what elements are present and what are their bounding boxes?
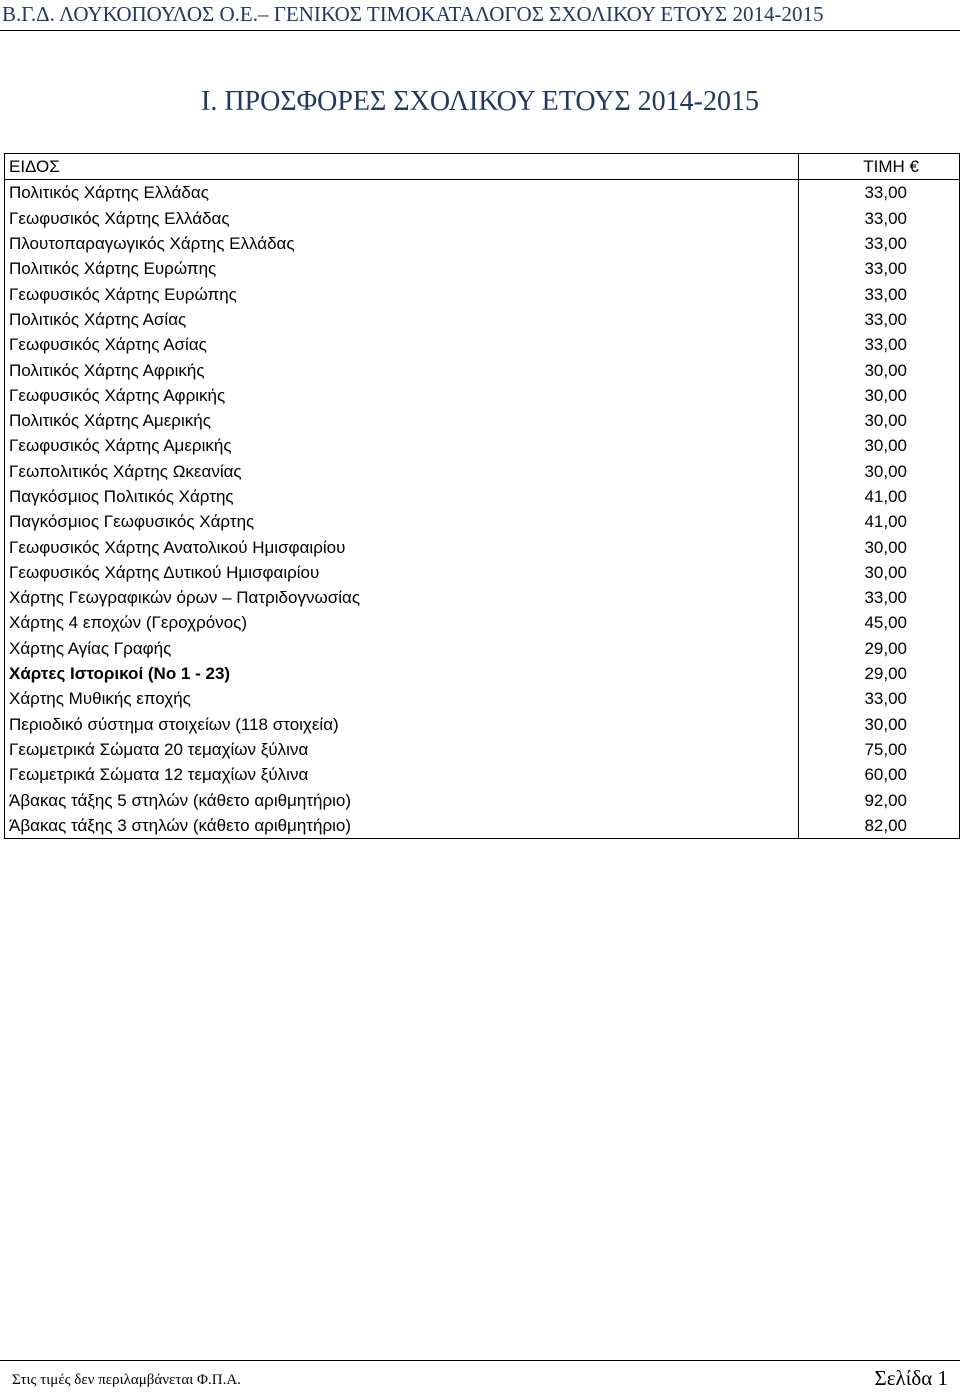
page-number: Σελίδα 1	[874, 1366, 948, 1390]
item-cell: Γεωμετρικά Σώματα 20 τεμαχίων ξύλινα	[5, 737, 799, 762]
price-cell: 33,00	[799, 307, 960, 332]
price-cell: 30,00	[799, 534, 960, 559]
item-cell: Γεωφυσικός Χάρτης Ανατολικού Ημισφαιρίου	[5, 534, 799, 559]
price-cell: 30,00	[799, 433, 960, 458]
table-row	[5, 712, 960, 737]
table-row	[5, 281, 960, 306]
table-row	[5, 813, 960, 839]
table-row	[5, 509, 960, 534]
item-cell: Χάρτης Αγίας Γραφής	[5, 636, 799, 661]
item-cell: Γεωφυσικός Χάρτης Δυτικού Ημισφαιρίου	[5, 560, 799, 585]
price-cell: 33,00	[799, 180, 960, 206]
table-row	[5, 433, 960, 458]
table-row	[5, 256, 960, 281]
price-cell: 45,00	[799, 610, 960, 635]
price-cell: 33,00	[799, 332, 960, 357]
price-cell: 33,00	[799, 206, 960, 231]
table-row	[5, 534, 960, 559]
table-row	[5, 383, 960, 408]
price-cell: 30,00	[799, 408, 960, 433]
item-cell: Γεωφυσικός Χάρτης Ασίας	[5, 332, 799, 357]
table-row	[5, 408, 960, 433]
item-cell: Περιοδικό σύστημα στοιχείων (118 στοιχεία)	[5, 712, 799, 737]
price-cell: 29,00	[799, 636, 960, 661]
price-cell: 33,00	[799, 686, 960, 711]
footer-note: Στις τιμές δεν περιλαμβάνεται Φ.Π.Α.	[12, 1372, 241, 1388]
table-row	[5, 737, 960, 762]
price-cell: 30,00	[799, 560, 960, 585]
table-row	[5, 180, 960, 206]
table-row	[5, 585, 960, 610]
table-body	[5, 180, 960, 839]
item-cell: Γεωφυσικός Χάρτης Ευρώπης	[5, 281, 799, 306]
item-cell: Παγκόσμιος Πολιτικός Χάρτης	[5, 484, 799, 509]
price-cell: 30,00	[799, 712, 960, 737]
table-header-row	[5, 154, 960, 180]
table-row	[5, 636, 960, 661]
table-row	[5, 206, 960, 231]
table-row	[5, 357, 960, 382]
item-cell: Πολιτικός Χάρτης Αφρικής	[5, 357, 799, 382]
price-cell: 33,00	[799, 585, 960, 610]
column-header-price: ΤΙΜΗ €	[799, 154, 960, 180]
item-cell: Πολιτικός Χάρτης Ελλάδας	[5, 180, 799, 206]
price-cell: 82,00	[799, 813, 960, 839]
item-cell: Πλουτοπαραγωγικός Χάρτης Ελλάδας	[5, 231, 799, 256]
item-cell: Χάρτες Ιστορικοί (Νο 1 - 23)	[5, 661, 799, 686]
table-row	[5, 661, 960, 686]
column-header-item: ΕΙΔΟΣ	[5, 154, 799, 180]
price-cell: 41,00	[799, 509, 960, 534]
price-cell: 29,00	[799, 661, 960, 686]
table-row	[5, 560, 960, 585]
item-cell: Γεωφυσικός Χάρτης Αφρικής	[5, 383, 799, 408]
table-row	[5, 459, 960, 484]
table-row	[5, 484, 960, 509]
item-cell: Πολιτικός Χάρτης Αμερικής	[5, 408, 799, 433]
price-cell: 92,00	[799, 787, 960, 812]
item-cell: Πολιτικός Χάρτης Ασίας	[5, 307, 799, 332]
item-cell: Άβακας τάξης 3 στηλών (κάθετο αριθμητήριο)	[5, 813, 799, 839]
table-row	[5, 787, 960, 812]
item-cell: Γεωπολιτικός Χάρτης Ωκεανίας	[5, 459, 799, 484]
item-cell: Πολιτικός Χάρτης Ευρώπης	[5, 256, 799, 281]
price-cell: 33,00	[799, 231, 960, 256]
page-header	[0, 0, 960, 31]
price-cell: 75,00	[799, 737, 960, 762]
price-cell: 33,00	[799, 256, 960, 281]
price-table	[4, 153, 960, 839]
item-cell: Γεωμετρικά Σώματα 12 τεμαχίων ξύλινα	[5, 762, 799, 787]
price-cell: 30,00	[799, 383, 960, 408]
page-title: Ι. ΠΡΟΣΦΟΡΕΣ ΣΧΟΛΙΚΟΥ ΕΤΟΥΣ 2014-2015	[201, 86, 759, 117]
item-cell: Χάρτης Μυθικής εποχής	[5, 686, 799, 711]
header-title: Β.Γ.Δ. ΛΟΥΚΟΠΟΥΛΟΣ Ο.Ε.– ΓΕΝΙΚΟΣ ΤΙΜΟΚΑΤΑΛΟΓΟΣ ΣΧΟΛΙΚΟΥ ΕΤΟΥΣ 2014-2015	[2, 2, 824, 26]
price-cell: 41,00	[799, 484, 960, 509]
page-footer	[0, 1360, 960, 1393]
item-cell: Χάρτης 4 εποχών (Γεροχρόνος)	[5, 610, 799, 635]
table-row	[5, 762, 960, 787]
item-cell: Γεωφυσικός Χάρτης Αμερικής	[5, 433, 799, 458]
table-row	[5, 231, 960, 256]
price-cell: 60,00	[799, 762, 960, 787]
table-row	[5, 686, 960, 711]
table-row	[5, 307, 960, 332]
item-cell: Άβακας τάξης 5 στηλών (κάθετο αριθμητήριο)	[5, 787, 799, 812]
table-row	[5, 610, 960, 635]
price-cell: 30,00	[799, 357, 960, 382]
price-cell: 33,00	[799, 281, 960, 306]
item-cell: Παγκόσμιος Γεωφυσικός Χάρτης	[5, 509, 799, 534]
table-row	[5, 332, 960, 357]
item-cell: Χάρτης Γεωγραφικών όρων – Πατριδογνωσίας	[5, 585, 799, 610]
price-cell: 30,00	[799, 459, 960, 484]
item-cell: Γεωφυσικός Χάρτης Ελλάδας	[5, 206, 799, 231]
